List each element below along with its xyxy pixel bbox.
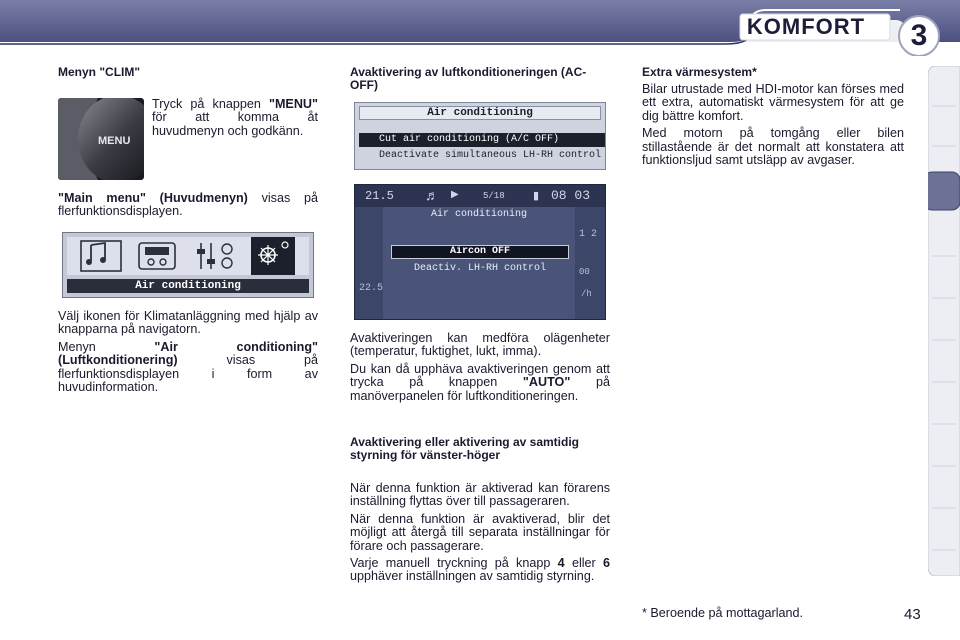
extra-heating-para-1: Bilar utrustade med HDI-motor kan förses med ett extra, automatiskt värmesystem för att ge dig bättre komfort. bbox=[642, 82, 904, 123]
column-ac-off bbox=[350, 66, 610, 98]
ac-menu-screen bbox=[354, 102, 606, 170]
temp-left: 21.5 bbox=[365, 189, 394, 203]
chapter-number: 3 bbox=[910, 19, 928, 52]
press-text-start: Tryck på knappen bbox=[152, 97, 261, 111]
main-menu-paragraph bbox=[58, 192, 318, 223]
page-header bbox=[0, 0, 960, 56]
button-4-ref: 4 bbox=[557, 556, 565, 571]
button-6-ref: 6 bbox=[603, 556, 611, 571]
deactivation-paragraph bbox=[350, 332, 610, 407]
screen1-item-lh-rh: Deactivate simultaneous LH-RH control bbox=[379, 150, 602, 161]
play-icon: ▶ bbox=[451, 189, 459, 200]
side-readout-1: 1 2 bbox=[579, 229, 598, 240]
manual-text-end: upphäver inställningen av samtidig styrning. bbox=[350, 569, 595, 584]
screen2-selected-item: Aircon OFF bbox=[391, 245, 569, 259]
press-text-end: för att komma åt huvudmenyn och godkänn. bbox=[152, 110, 318, 138]
menu-word: Menyn bbox=[58, 339, 96, 354]
side-readout-3: /h bbox=[581, 289, 592, 299]
screen2-title: Air conditioning bbox=[430, 209, 527, 220]
section-heading-ac-off: Avaktivering av luftkonditioneringen (AC-OFF) bbox=[350, 65, 587, 92]
column-clim-menu bbox=[58, 66, 318, 85]
media-status-icon: ♬ bbox=[425, 187, 439, 203]
climate-fan-icon bbox=[251, 237, 295, 275]
menu-button-photo bbox=[58, 98, 144, 180]
temp-bottom: 22.5 bbox=[359, 283, 384, 294]
deactivation-text: Avaktiveringen kan medföra olägenheter (temperatur, fuktighet, lukt, imma). bbox=[350, 331, 610, 359]
lh-rh-section bbox=[350, 436, 590, 468]
footnote: * Beroende på mottagarland. bbox=[642, 606, 804, 620]
air-conditioning-text: visas på flerfunktionsdisplayen i form av huvudinformation. bbox=[58, 353, 319, 395]
inactive-function-text: När denna funktion är avaktiverad, blir det möjligt att återgå till separata inställningar för förare och passagerare. bbox=[350, 511, 610, 553]
main-menu-text: visas på flerfunktionsdisplayen. bbox=[58, 191, 319, 219]
side-readout-2: 00 bbox=[579, 267, 590, 277]
column-extra-heating bbox=[642, 66, 904, 171]
air-conditioning-ref: "Air conditioning" (Luftkonditionering) bbox=[58, 339, 319, 368]
screen2-item-lh-rh: Deactiv. LH-RH control bbox=[413, 263, 547, 274]
select-icon-text: Välj ikonen för Klimatanläggning med hjälp av knapparna på navigatorn. bbox=[58, 309, 318, 337]
section-heading-extra-heating: Extra värmesystem* bbox=[642, 65, 757, 79]
screen1-selected-item: Cut air conditioning (A/C OFF) bbox=[359, 133, 605, 147]
chapter-title: KOMFORT bbox=[746, 14, 866, 39]
lh-rh-paragraphs bbox=[350, 482, 610, 588]
track-counter: 5/18 bbox=[483, 191, 505, 201]
active-function-text: När denna funktion är aktiverad kan förarens inställning flyttas över till passageraren. bbox=[350, 481, 610, 509]
press-menu-instruction bbox=[152, 98, 318, 142]
knob-label: MENU bbox=[98, 135, 131, 147]
select-icon-paragraph bbox=[58, 310, 318, 398]
screen1-title: Air conditioning bbox=[359, 106, 601, 120]
auto-button-ref: "AUTO" bbox=[522, 375, 571, 390]
cancel-text-end: på manöverpanelen för luftkonditioneringen. bbox=[350, 375, 611, 403]
page-number: 43 bbox=[904, 606, 921, 623]
manual-text-start: Varje manuell tryckning på knapp bbox=[350, 556, 551, 571]
chapter-side-tabs bbox=[928, 66, 960, 576]
manual-or: eller bbox=[571, 556, 596, 571]
section-heading-clim: Menyn "CLIM" bbox=[58, 65, 141, 79]
cancel-text-start: Du kan då upphäva avaktiveringen genom att trycka på knappen bbox=[350, 361, 610, 390]
multifunction-display-screen bbox=[354, 184, 606, 320]
clock: 08 03 bbox=[551, 188, 591, 203]
extra-heating-para-2: Med motorn på tomgång eller bilen stillastående är det normalt att konstatera att funktionsljud samt utsläpp av avgaser. bbox=[642, 126, 904, 168]
main-menu-ref: "Main menu" (Huvudmenyn) bbox=[58, 191, 248, 205]
menu-button-ref: "MENU" bbox=[268, 97, 318, 111]
section-heading-lh-rh: Avaktivering eller aktivering av samtidig styrning för vänster-höger bbox=[350, 435, 579, 462]
phone-icon: ▮ bbox=[533, 190, 540, 202]
display-icon-strip bbox=[62, 232, 314, 298]
icon-strip-label: Air conditioning bbox=[135, 280, 241, 292]
